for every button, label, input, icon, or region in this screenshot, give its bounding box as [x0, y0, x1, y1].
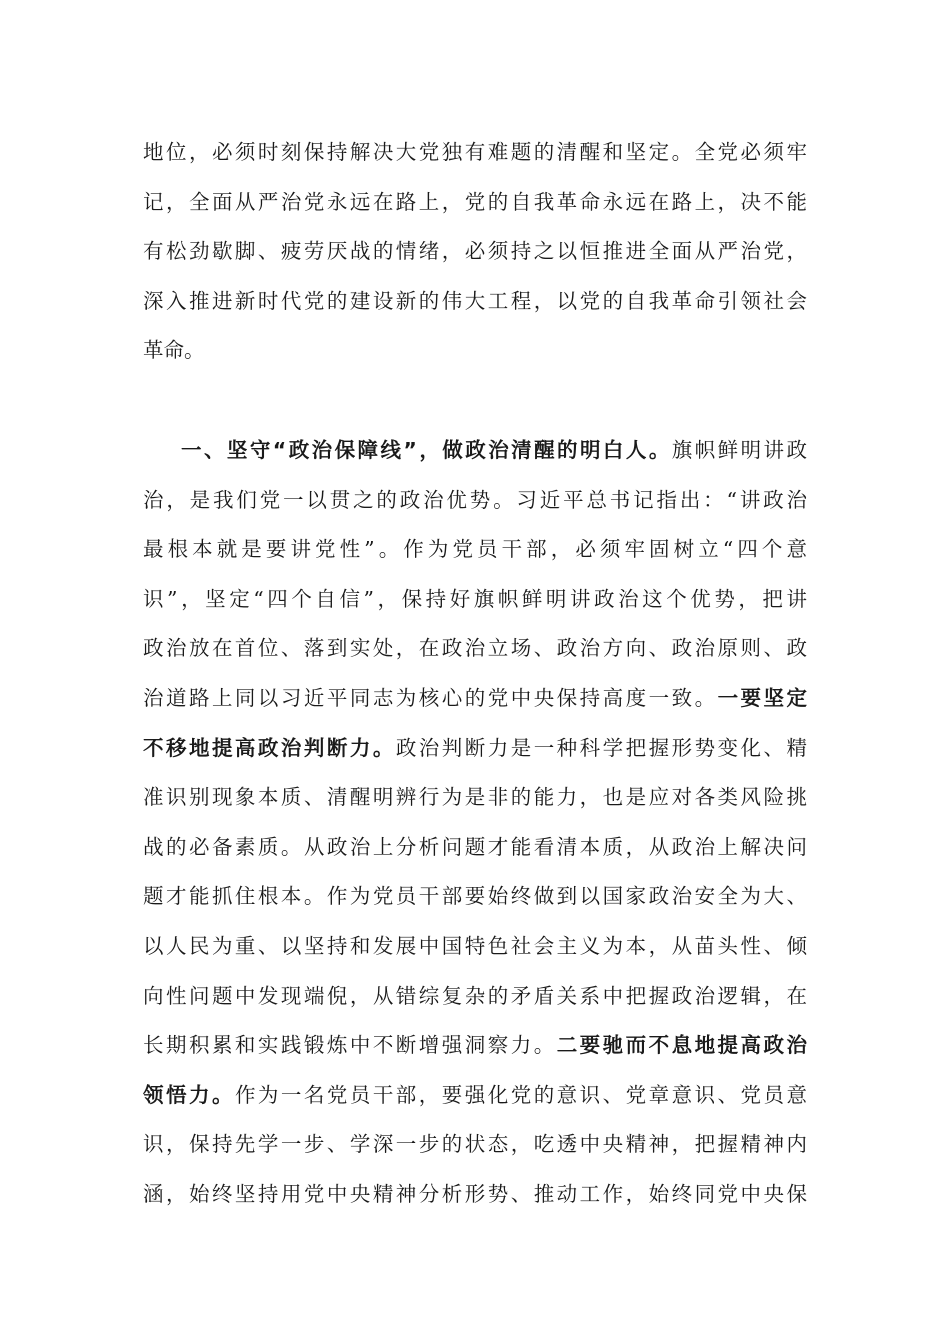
section-heading: 一、坚守“政治保障线”，做政治清醒的明白人。 — [181, 438, 672, 462]
paragraph-intro — [143, 128, 807, 376]
text-line: 题才能抓住根本。作为党员干部要始终做到以国家政治安全为大、 — [143, 884, 807, 909]
text-line: 革命。 — [143, 338, 205, 363]
text-line: 以人民为重、以坚持和发展中国特色社会主义为本，从苗头性、倾 — [143, 933, 807, 958]
text-line: 准识别现象本质、清醒明辨行为是非的能力，也是应对各类风险挑 — [143, 785, 807, 810]
text-segment: 政治判断力是一种科学把握形势变化、精 — [395, 735, 808, 760]
text-line: 政治放在首位、落到实处，在政治立场、政治方向、政治原则、政 — [143, 636, 807, 661]
section-heading-line — [143, 426, 807, 476]
text-line: 地位，必须时刻保持解决大党独有难题的清醒和坚定。全党必须牢 — [143, 140, 807, 164]
text-line: 治，是我们党一以贯之的政治优势。习近平总书记指出：“讲政治 — [143, 487, 807, 512]
emphasis-text: 不移地提高政治判断力。 — [143, 735, 396, 760]
paragraph-section-one — [143, 426, 807, 1220]
text-line: 深入推进新时代党的建设新的伟大工程，以党的自我革命引领社会 — [143, 288, 807, 313]
text-line: 最根本就是要讲党性”。作为党员干部，必须牢固树立“四个意 — [143, 537, 807, 562]
text-segment: 治道路上同以习近平同志为核心的党中央保持高度一致。 — [143, 685, 718, 710]
emphasis-text: 一要坚定 — [717, 685, 808, 710]
text-segment: 作为一名党员干部，要强化党的意识、党章意识、党员意 — [234, 1082, 808, 1107]
text-line — [143, 1021, 807, 1071]
text-segment: 长期积累和实践锻炼中不断增强洞察力。 — [143, 1033, 557, 1058]
text-line: 战的必备素质。从政治上分析问题才能看清本质，从政治上解决问 — [143, 834, 807, 859]
text-line — [143, 1071, 807, 1121]
text-line: 记，全面从严治党永远在路上，党的自我革命永远在路上，决不能 — [143, 189, 807, 214]
text-line: 识”，坚定“四个自信”，保持好旗帜鲜明讲政治这个优势，把讲 — [143, 586, 807, 611]
text-line: 向性问题中发现端倪，从错综复杂的矛盾关系中把握政治逻辑，在 — [143, 983, 807, 1008]
text-segment: 旗帜鲜明讲政 — [671, 438, 807, 462]
emphasis-text: 领悟力。 — [143, 1082, 235, 1107]
text-line: 识，保持先学一步、学深一步的状态，吃透中央精神，把握精神内 — [143, 1132, 807, 1157]
text-line — [143, 724, 807, 774]
text-line: 有松劲歇脚、疲劳厌战的情绪，必须持之以恒推进全面从严治党， — [143, 239, 807, 264]
text-line — [143, 674, 807, 724]
emphasis-text: 二要驰而不息地提高政治 — [556, 1033, 808, 1058]
text-line: 涵，始终坚持用党中央精神分析形势、推动工作，始终同党中央保 — [143, 1181, 807, 1206]
